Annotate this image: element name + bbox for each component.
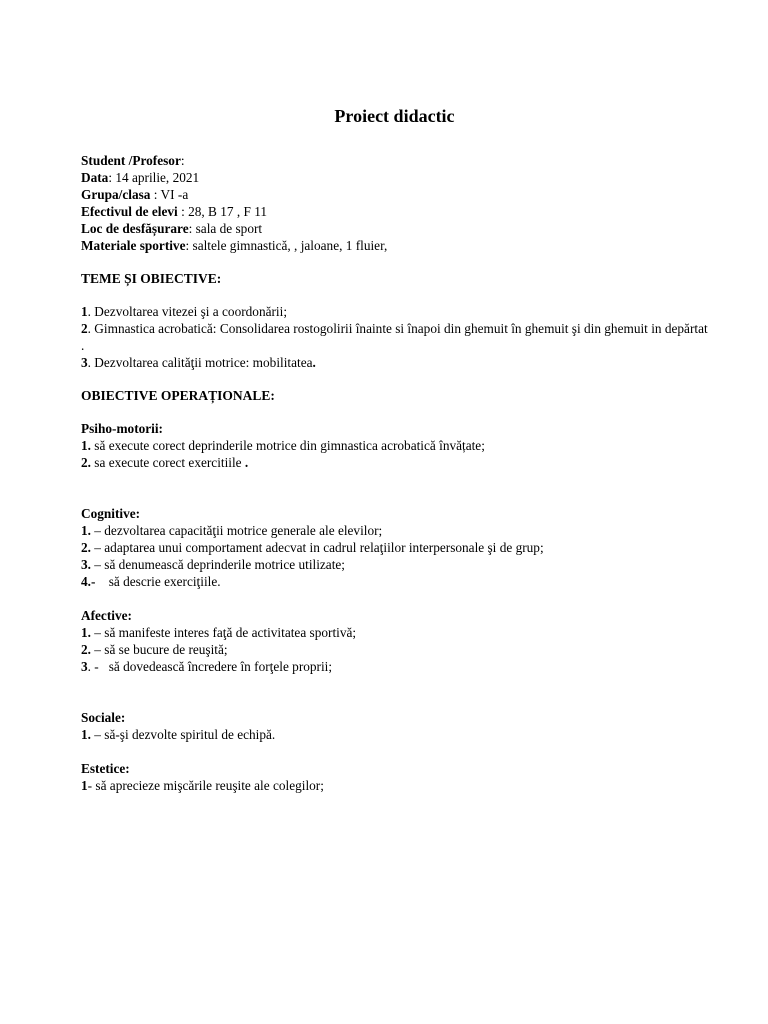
- item-text: – să denumească deprinderile motrice utilizate;: [90, 557, 345, 572]
- cognitive-section: [81, 505, 708, 590]
- meta-efectiv: [81, 203, 708, 220]
- list-item: [81, 454, 708, 471]
- section-heading: Psiho-motorii:: [81, 421, 163, 436]
- meta-label: Efectivul de elevi: [81, 204, 178, 219]
- meta-student: [81, 152, 708, 169]
- meta-value: : 28, B 17 , F 11: [177, 204, 268, 219]
- item-number: 2: [81, 321, 88, 336]
- teme-heading: TEME ȘI OBIECTIVE:: [81, 271, 222, 286]
- item-number: 1: [81, 778, 88, 793]
- item-text: - să aprecieze mişcările reuşite ale colegilor;: [87, 778, 324, 793]
- list-item: [81, 658, 708, 675]
- item-number: 1.: [81, 523, 91, 538]
- list-item: [81, 641, 708, 658]
- item-text: să execute corect deprinderile motrice din gimnastica acrobatică învățate;: [90, 438, 485, 453]
- list-item: [81, 437, 708, 454]
- item-text: – să manifeste interes faţă de activitatea sportivă;: [90, 625, 357, 640]
- meta-materiale: [81, 237, 708, 254]
- section-heading: Estetice:: [81, 761, 130, 776]
- meta-label: Materiale sportive: [81, 238, 186, 253]
- item-text: sa execute corect exercitiile: [90, 455, 245, 470]
- item-text: . Dezvoltarea vitezei şi a coordonării;: [87, 304, 288, 319]
- list-item: [81, 777, 708, 794]
- meta-value: : VI -a: [150, 187, 189, 202]
- meta-value: : sala de sport: [188, 221, 263, 236]
- item-text: – dezvoltarea capacităţii motrice generale ale elevilor;: [90, 523, 383, 538]
- obiective-heading: OBIECTIVE OPERAȚIONALE:: [81, 388, 275, 403]
- item-number: 3.: [81, 557, 91, 572]
- meta-label: Loc de desfășurare: [81, 221, 189, 236]
- list-item: [81, 573, 708, 590]
- meta-grupa: [81, 186, 708, 203]
- psiho-section: [81, 420, 708, 471]
- item-text: . Dezvoltarea calităţii motrice: mobilitatea: [87, 355, 313, 370]
- item-text: – adaptarea unui comportament adecvat in cadrul relaţiilor interpersonale şi de grup;: [90, 540, 544, 555]
- list-item: [81, 556, 708, 573]
- item-text: – să-şi dezvolte spiritul de echipă.: [90, 727, 276, 742]
- afective-section: [81, 607, 708, 675]
- item-number: 1: [81, 304, 88, 319]
- item-text: . - să dovedească încredere în forţele proprii;: [87, 659, 333, 674]
- meta-label: Student /Profesor: [81, 153, 181, 168]
- estetice-section: [81, 760, 708, 794]
- item-text: . Gimnastica acrobatică: Consolidarea rostogolirii înainte si înapoi din ghemuit în ghemuit şi din ghemuit in depărtat .: [81, 321, 708, 353]
- sociale-section: [81, 709, 708, 743]
- meta-data: [81, 169, 708, 186]
- list-item: [81, 624, 708, 641]
- meta-label: Data: [81, 170, 109, 185]
- meta-value: : saltele gimnastică, , jaloane, 1 fluier,: [185, 238, 388, 253]
- meta-loc: [81, 220, 708, 237]
- item-text: – să se bucure de reuşită;: [90, 642, 228, 657]
- item-number: 4.-: [81, 574, 96, 589]
- list-item: [81, 320, 708, 354]
- section-heading: Afective:: [81, 608, 132, 623]
- meta-block: [81, 152, 708, 254]
- item-number: 3: [81, 659, 88, 674]
- list-item: [81, 539, 708, 556]
- item-text: să descrie exerciţiile.: [95, 574, 221, 589]
- list-item: [81, 726, 708, 743]
- item-number: 2.: [81, 540, 91, 555]
- section-heading: Cognitive:: [81, 506, 141, 521]
- list-item: [81, 354, 708, 371]
- meta-label: Grupa/clasa: [81, 187, 151, 202]
- item-number: 1.: [81, 625, 91, 640]
- item-number: 1.: [81, 727, 91, 742]
- document-title: Proiect didactic: [334, 106, 455, 126]
- list-item: [81, 303, 708, 320]
- section-heading: Sociale:: [81, 710, 126, 725]
- item-end: .: [312, 355, 316, 370]
- item-number: 1.: [81, 438, 91, 453]
- item-number: 3: [81, 355, 88, 370]
- item-number: 2.: [81, 455, 91, 470]
- list-item: [81, 522, 708, 539]
- item-end: .: [244, 455, 249, 470]
- item-number: 2.: [81, 642, 91, 657]
- meta-value: :: [180, 153, 185, 168]
- meta-value: : 14 aprilie, 2021: [108, 170, 200, 185]
- teme-list: [81, 303, 708, 371]
